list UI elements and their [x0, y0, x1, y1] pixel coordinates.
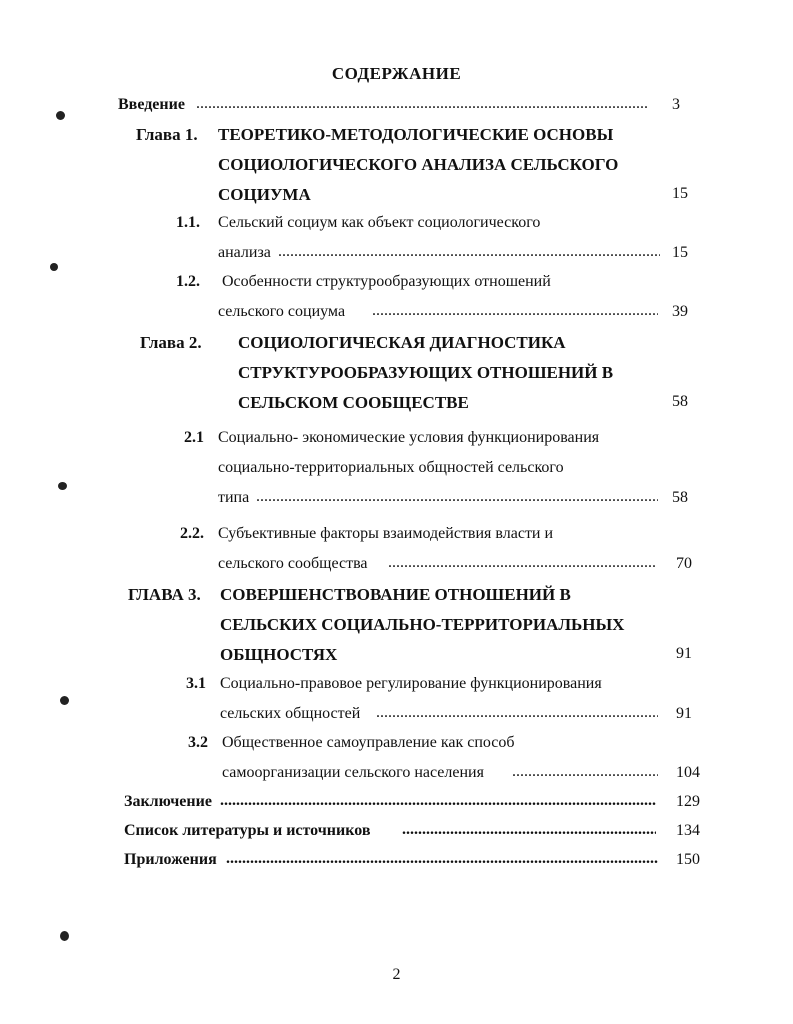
section-2-2-number: 2.2.: [180, 525, 204, 542]
leader-dots: [388, 554, 656, 572]
section-2-1-title-line-2: социально-территориальных общностей сельского: [218, 459, 564, 476]
conclusion-label: Заключение: [124, 793, 212, 810]
section-2-1-page: 58: [672, 489, 688, 506]
chapter-3-title-line-2: СЕЛЬСКИХ СОЦИАЛЬНО-ТЕРРИТОРИАЛЬНЫХ: [220, 615, 625, 634]
page-title: СОДЕРЖАНИЕ: [331, 64, 462, 83]
section-3-2-title-line-1: Общественное самоуправление как способ: [222, 734, 515, 751]
section-1-2-number: 1.2.: [176, 273, 200, 290]
chapter-1-number: Глава 1.: [136, 125, 198, 144]
section-3-1-page: 91: [676, 705, 692, 722]
references-label: Список литературы и источников: [124, 822, 371, 839]
chapter-1-title-line-1: ТЕОРЕТИКО-МЕТОДОЛОГИЧЕСКИЕ ОСНОВЫ: [218, 125, 614, 144]
leader-dots: [402, 821, 656, 839]
leader-dots: [226, 850, 658, 868]
chapter-2-title-line-1: СОЦИОЛОГИЧЕСКАЯ ДИАГНОСТИКА: [238, 333, 566, 352]
section-3-2-title-line-2: самоорганизации сельского населения: [222, 764, 484, 781]
binding-hole-mark: [56, 111, 65, 120]
leader-dots: [512, 763, 658, 781]
chapter-3-page: 91: [676, 645, 692, 662]
intro-page: 3: [672, 96, 680, 113]
binding-hole-mark: [60, 931, 69, 941]
section-1-1-title-line-1: Сельский социум как объект социологического: [218, 214, 541, 231]
appendix-page: 150: [676, 851, 700, 868]
section-2-1-title-line-3: типа: [218, 489, 250, 506]
chapter-3-number: ГЛАВА 3.: [128, 585, 201, 604]
chapter-2-title-line-3: СЕЛЬСКОМ СООБЩЕСТВЕ: [238, 393, 469, 412]
leader-dots: [196, 95, 648, 113]
section-3-1-title-line-1: Социально-правовое регулирование функционирования: [220, 675, 602, 692]
binding-hole-mark: [58, 482, 67, 490]
leader-dots: [278, 243, 660, 261]
section-1-1-number: 1.1.: [176, 214, 200, 231]
leader-dots: [256, 488, 658, 506]
binding-hole-mark: [60, 696, 69, 705]
chapter-3-title-line-1: СОВЕРШЕНСТВОВАНИЕ ОТНОШЕНИЙ В: [220, 585, 571, 604]
conclusion-page: 129: [676, 793, 700, 810]
section-2-2-page: 70: [676, 555, 692, 572]
chapter-2-title-line-2: СТРУКТУРООБРАЗУЮЩИХ ОТНОШЕНИЙ В: [238, 363, 614, 382]
references-page: 134: [676, 822, 700, 839]
chapter-3-title-line-3: ОБЩНОСТЯХ: [220, 645, 338, 664]
section-1-2-title-line-2: сельского социума: [218, 303, 346, 320]
intro-label: Введение: [118, 96, 185, 113]
section-2-1-number: 2.1: [184, 429, 204, 446]
section-1-2-title-line-1: Особенности структурообразующих отношений: [222, 273, 551, 290]
page-number: 2: [392, 966, 401, 983]
leader-dots: [372, 302, 658, 320]
section-2-1-title-line-1: Социально- экономические условия функционирования: [218, 429, 600, 446]
section-1-1-title-line-2: анализа: [218, 244, 271, 261]
chapter-1-title-line-2: СОЦИОЛОГИЧЕСКОГО АНАЛИЗА СЕЛЬСКОГО: [218, 155, 619, 174]
binding-hole-mark: [50, 263, 58, 271]
section-3-2-page: 104: [676, 764, 700, 781]
leader-dots: [376, 704, 658, 722]
chapter-1-page: 15: [672, 185, 688, 202]
section-3-1-title-line-2: сельских общностей: [220, 705, 361, 722]
section-1-2-page: 39: [672, 303, 688, 320]
section-1-1-page: 15: [672, 244, 688, 261]
section-3-1-number: 3.1: [186, 675, 206, 692]
section-3-2-number: 3.2: [188, 734, 208, 751]
appendix-label: Приложения: [124, 851, 217, 868]
section-2-2-title-line-1: Субъективные факторы взаимодействия власти и: [218, 525, 554, 542]
section-2-2-title-line-2: сельского сообщества: [218, 555, 368, 572]
leader-dots: [220, 792, 656, 810]
chapter-2-number: Глава 2.: [140, 333, 202, 352]
chapter-1-title-line-3: СОЦИУМА: [218, 185, 311, 204]
chapter-2-page: 58: [672, 393, 688, 410]
